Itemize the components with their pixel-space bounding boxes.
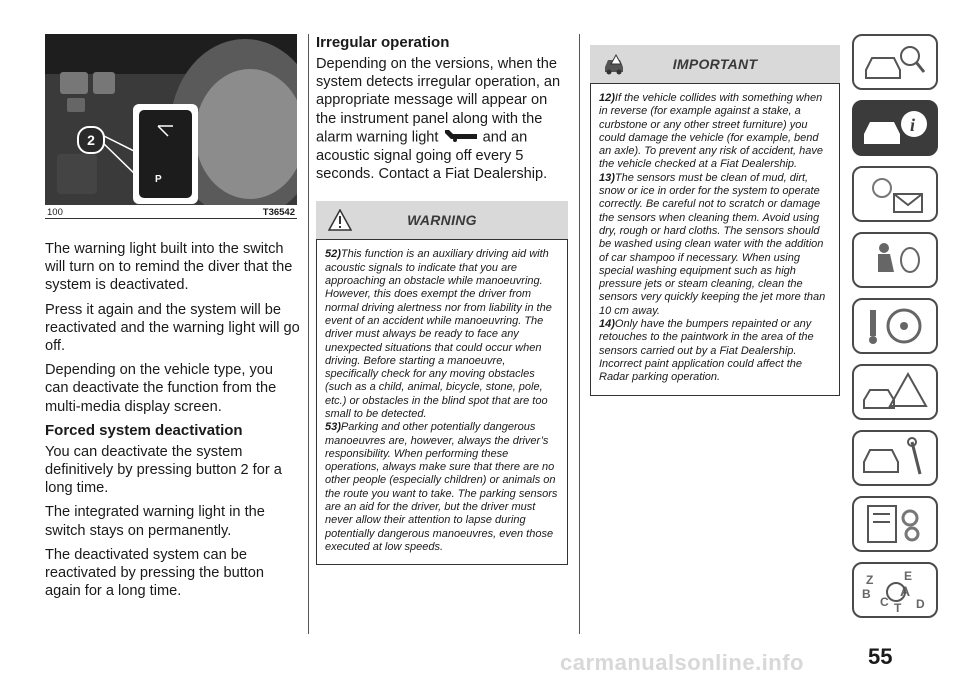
note-number: 13) [599,171,615,184]
note-text: The sensors must be clean of mud, dirt, snow or ice in order for the system to operate correctly. Be careful not to scratch or damage the sensors when cleaning them. Avoid using dry, rough or hard cloths. The sensors should be washed using clean water with the addition of car shampoo if necessary. When using special washing equipment such as high pressure jets or steam cleaning, clean the sensors very quickly keeping the jet more than 10 cm away. [599,171,826,317]
warning-body [316,239,568,565]
paragraph: The deactivated system can be reactivated by pressing the button again for a long time. [45,546,265,600]
warning-note [325,248,559,421]
note-text: Parking and other potentially dangerous manoeuvres are, however, always the driver’s responsibility. When performing these operations, always make sure that there are no other people (especially children) or animals on the route you want to take. The parking sensors are an aid for the driver, but the driver must never allow their attention to lapse during potentially dangerous manoeuvres, even those executed at low speeds. [325,421,558,553]
important-note [599,172,831,318]
important-header [590,45,840,83]
note-text: This function is an auxiliary driving aid with acoustic signals to indicate that you are approaching an obstacle while manoeuvring. However, this does exempt the driver from normal driving alertness nor from liability in the event of an accident while manoeuvring. The driver must always be ready to face any unexpected situations that could occur when driving. Before starting a manoeuvre, specifically check for any moving obstacles (such as a child, animal, bicycle, stone, pole, etc.) or obstacles in the blind spot that are too small to be detected. [325,248,552,420]
important-note [599,318,831,384]
paragraph: Press it again and the system will be reactivated and the warning light will go off. [45,301,300,355]
important-note [599,92,831,172]
page-number: 55 [868,644,893,669]
car-wrench-icon [860,436,930,480]
important-title: IMPORTANT [672,56,758,72]
note-text: Only have the bumpers repainted or any retouches to the paintwork in the area of the sensors carried out by a Fiat Dealership. Incorrect paint application could affect the Radar parking operation. [599,318,814,384]
tab-car-info[interactable] [852,100,938,156]
important-body [590,83,840,396]
tab-specs-gears[interactable] [852,496,938,552]
note-text: If the vehicle collides with something when in reverse (for example against a stake, a curbstone or any other street furniture) you could damage the vehicle (for example, bend an axle). To prevent any risk of accident, have the vehicle checked at a Fiat Dealership. [599,92,823,171]
section-heading-irregular-operation: Irregular operation [316,34,450,51]
index-alphabet-icon [860,568,930,612]
index-letter: B [862,587,871,601]
paragraph: The integrated warning light in the switch stays on permanently. [45,504,265,539]
specs-gears-icon [860,502,930,546]
car-info-icon [860,106,930,150]
index-letter: E [904,569,913,583]
index-letter: D [916,597,925,611]
dashboard-switch-illustration [45,34,297,205]
figure-code: T36542 [262,207,295,218]
warning-triangle-icon [328,209,352,236]
index-letter: Z [866,573,874,587]
note-number: 12) [599,92,615,104]
callout-number: 2 [77,126,105,154]
key-steering-wheel-icon [860,304,930,348]
index-letter: C [880,595,889,609]
tab-car-warning[interactable] [852,364,938,420]
figure-photo [45,34,297,205]
car-search-icon [860,40,930,84]
tab-car-search[interactable] [852,34,938,90]
paragraph: Depending on the vehicle type, you can deactivate the function from the multi-media display screen. [45,362,277,415]
section-heading-forced-deactivation: Forced system deactivation [45,421,243,439]
car-warning-road-icon [860,370,930,414]
column-1 [45,240,300,606]
note-number: 14) [599,318,615,331]
note-number: 52) [325,248,341,261]
paragraph-text: Depending on the versions, when the system detects irregular operation, an appropriate message will appear on the instrument panel along with the alarm warning light [316,56,561,146]
paragraph-irregular [316,55,568,183]
warning-note [325,421,559,554]
paragraph: The warning light built into the switch will turn on to remind the diver that the system is deactivated. [45,241,293,294]
paragraph-text: and an acoustic signal going off every 5 seconds. Contact a Fiat Dealership. [316,129,548,183]
warning-header [316,201,568,239]
figure-caption [45,205,297,219]
svg-text:i: i [910,115,916,135]
column-3 [590,45,840,396]
tab-lights-message[interactable] [852,166,938,222]
index-letter: A [900,583,911,599]
paragraph: You can deactivate the system definitively by pressing button 2 for a long time. [45,443,282,497]
column-divider [308,34,309,634]
seat-airbag-icon [860,238,930,282]
tab-seat-airbag[interactable] [852,232,938,288]
column-divider [579,34,580,634]
figure-number: 100 [47,207,63,218]
index-letter: T [894,601,902,612]
car-alert-icon [602,53,626,80]
tab-index[interactable] [852,562,938,618]
watermark: carmanualsonline.info [560,650,804,675]
column-2 [316,32,568,565]
button-label: P [155,174,162,185]
lights-message-icon [860,172,930,216]
warning-title: WARNING [407,212,477,229]
tab-key-steering[interactable] [852,298,938,354]
alarm-warning-icon [443,128,479,147]
caption-rule [45,218,297,219]
tab-car-wrench[interactable] [852,430,938,486]
note-number: 53) [325,421,341,434]
